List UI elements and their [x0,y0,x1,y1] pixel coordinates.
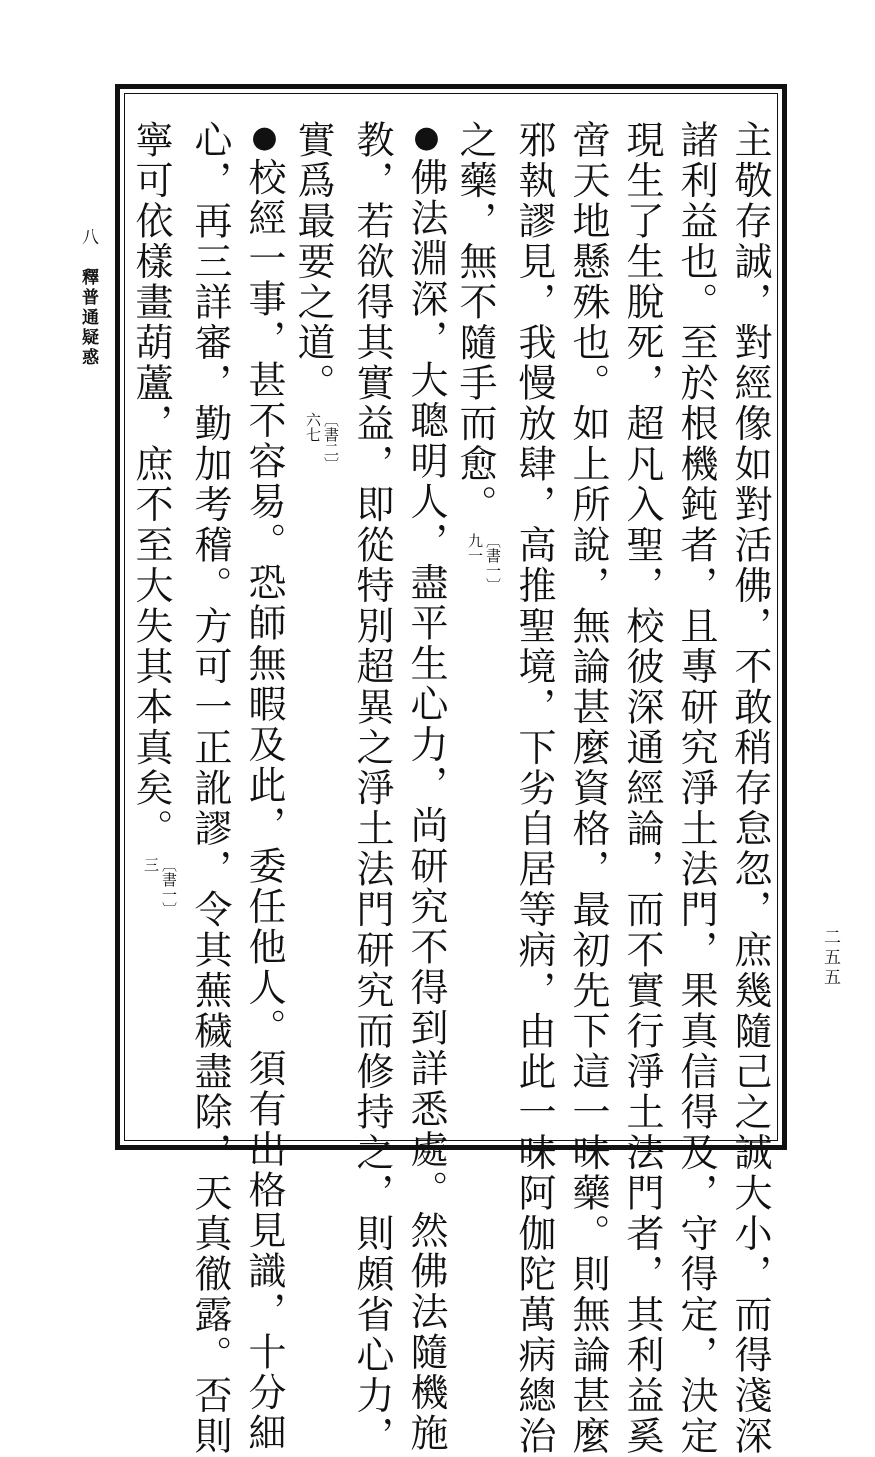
text-column: 主敬存誠，對經像如對活佛，不敢稍存怠忽，庶幾隨己之誠大小，而得淺深 [728,120,772,1457]
text-column: ●佛法淵深，大聰明人，盡平生心力，尚研究不得到詳悉處。然佛法隨機施 [404,120,448,1454]
text-column: 邪執謬見，我慢放肆，高推聖境，下劣自居等病，由此一味阿伽陀萬病總治 [512,120,556,1457]
text-column: 之藥，無不隨手而愈。 〔書一〕 九一 [453,120,502,593]
bullet-icon: ● [247,120,282,158]
page-number: 二五五 [820,928,840,988]
source-note: 〔書一〕 三 [142,857,178,917]
text-column: 啻天地懸殊也。如上所說，無論甚麼資格，最初先下這一味藥。則無論甚麼 [566,120,610,1457]
source-note: 〔書二〕 六七 [304,411,340,472]
text-column: 現生了生脫死，超凡入聖，校彼深通經論，而不實行淨土法門者，其利益奚 [620,120,664,1457]
source-note: 〔書一〕 九一 [466,533,502,593]
chapter-title: 釋普通疑惑 [78,268,98,368]
chapter-number: 八 [78,228,98,248]
text-column: 寧可依樣畫葫蘆，庶不至大失其本真矣。 〔書一〕 三 [129,120,178,917]
text-column: 教，若欲得其實益，即從特別超異之淨土法門研究而修持之，則頗省心力， [350,120,394,1457]
text-column: 實爲最要之道。 〔書二〕 六七 [291,120,340,472]
text-column: 諸利益也。至於根機鈍者，且專研究淨土法門，果真信得及，守得定，決定 [674,120,718,1457]
text-column: ●校經一事，甚不容易。恐師無暇及此，委任他人。須有出格見識，十分細 [242,120,286,1454]
bullet-icon: ● [409,120,444,158]
text-column: 心，再三詳審，勤加考稽。方可一正訛謬，令其蕪穢盡除，天真徹露。否則 [188,120,232,1457]
